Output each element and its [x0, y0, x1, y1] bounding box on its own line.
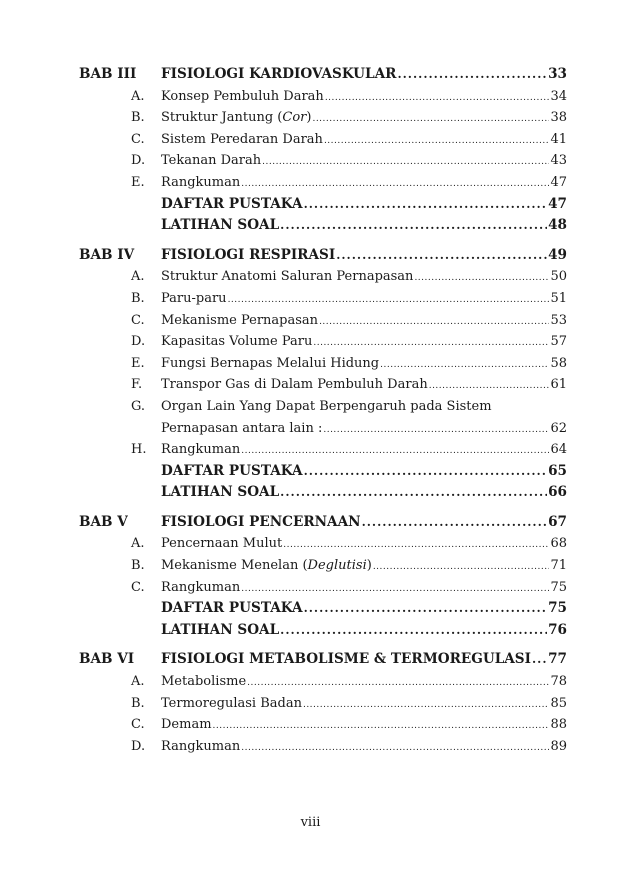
- toc-entry[interactable]: [79, 577, 567, 599]
- toc-daftar-pustaka[interactable]: [79, 194, 567, 216]
- entry-title: Transpor Gas di Dalam Pembuluh Darah: [161, 377, 428, 393]
- entry-title-pre: Struktur Jantung (: [161, 110, 283, 126]
- dot-leader: [213, 716, 550, 738]
- entry-title: Mekanisme Pernapasan: [161, 312, 319, 328]
- page-number: 71: [550, 558, 567, 574]
- chapter-title: FISIOLOGI METABOLISME & TERMOREGULASI: [161, 651, 531, 668]
- entry-title: Sistem Peredaran Darah: [161, 131, 323, 147]
- page-number: 47: [550, 174, 567, 190]
- dot-leader: [312, 109, 549, 131]
- dot-leader: [323, 420, 549, 442]
- toc-entry[interactable]: [79, 266, 567, 288]
- toc-entry-continuation[interactable]: [79, 418, 567, 440]
- entry-title: Paru-paru: [161, 290, 227, 306]
- entry-title: LATIHAN SOAL: [161, 621, 280, 638]
- entry-title: Rangkuman: [161, 738, 241, 754]
- chapter-number: BAB IV: [79, 246, 135, 263]
- dot-leader: [280, 482, 547, 504]
- entry-letter: B.: [131, 695, 145, 711]
- toc-entry[interactable]: [79, 150, 567, 172]
- dot-leader: [324, 131, 550, 153]
- entry-letter: C.: [131, 717, 145, 733]
- toc-chapter-heading[interactable]: [79, 245, 567, 267]
- chapter-bab-v: [79, 512, 567, 642]
- page-number: 47: [548, 195, 567, 212]
- entry-title: Demam: [161, 717, 212, 733]
- dot-leader: [241, 579, 549, 601]
- dot-leader: [313, 333, 549, 355]
- toc-latihan-soal[interactable]: [79, 215, 567, 237]
- dot-leader: [241, 738, 549, 760]
- entry-title: Metabolisme: [161, 674, 247, 690]
- entry-letter: B.: [131, 110, 145, 126]
- entry-title: LATIHAN SOAL: [161, 484, 280, 501]
- entry-title: Rangkuman: [161, 442, 241, 458]
- entry-letter: C.: [131, 312, 145, 328]
- chapter-bab-vi: [79, 649, 567, 757]
- dot-leader: [280, 215, 547, 237]
- toc-entry[interactable]: [79, 439, 567, 461]
- page-number: 65: [548, 462, 567, 479]
- page-number: 67: [548, 513, 567, 530]
- dot-leader: [532, 649, 547, 671]
- toc-entry[interactable]: [79, 374, 567, 396]
- chapter-title: FISIOLOGI KARDIOVASKULAR: [161, 66, 397, 82]
- chapter-number: BAB VI: [79, 651, 135, 668]
- entry-title: DAFTAR PUSTAKA: [161, 195, 303, 212]
- toc-entry-multiline[interactable]: [79, 396, 567, 418]
- entry-letter: F.: [131, 377, 143, 393]
- toc-entry[interactable]: [79, 714, 567, 736]
- dot-leader: [241, 441, 549, 463]
- page-number: 48: [548, 217, 567, 234]
- entry-letter: A.: [131, 674, 145, 690]
- entry-title: Tekanan Darah: [161, 153, 262, 169]
- dot-leader: [397, 64, 547, 86]
- page-number: 33: [548, 66, 567, 82]
- entry-title: Fungsi Bernapas Melalui Hidung: [161, 355, 380, 371]
- dot-leader: [373, 557, 550, 579]
- chapter-title: FISIOLOGI RESPIRASI: [161, 246, 336, 263]
- toc-entry[interactable]: [79, 533, 567, 555]
- page-number: 75: [550, 579, 567, 595]
- entry-title-post: ): [366, 558, 372, 574]
- dot-leader: [325, 88, 550, 110]
- page-number: 76: [548, 621, 567, 638]
- chapter-bab-iii: [79, 64, 567, 237]
- page-number: 53: [550, 312, 567, 328]
- page-number: 89: [550, 738, 567, 754]
- entry-letter: A.: [131, 88, 145, 104]
- toc-chapter-heading[interactable]: [79, 512, 567, 534]
- toc-entry[interactable]: [79, 671, 567, 693]
- page-number: 75: [548, 600, 567, 617]
- dot-leader: [304, 194, 548, 216]
- toc-entry[interactable]: [79, 693, 567, 715]
- toc-entry[interactable]: [79, 736, 567, 758]
- toc-entry[interactable]: [79, 555, 567, 577]
- page-number: 68: [550, 536, 567, 552]
- entry-title-continuation: Pernapasan antara lain :: [161, 420, 323, 436]
- entry-title: Organ Lain Yang Dapat Berpengaruh pada Sistem: [161, 398, 492, 414]
- dot-leader: [362, 512, 548, 534]
- entry-title-italic: Cor: [282, 110, 307, 126]
- entry-letter: H.: [131, 442, 147, 458]
- page-number: 85: [550, 695, 567, 711]
- page-number: 50: [550, 269, 567, 285]
- page-number: 43: [550, 153, 567, 169]
- toc-entry[interactable]: [79, 288, 567, 310]
- entry-letter: C.: [131, 131, 145, 147]
- page-number: 78: [550, 674, 567, 690]
- toc-entry[interactable]: [79, 129, 567, 151]
- page-number: 77: [548, 651, 567, 668]
- entry-title-pre: Mekanisme Menelan (: [161, 558, 308, 574]
- toc-entry[interactable]: [79, 331, 567, 353]
- entry-letter: E.: [131, 174, 145, 190]
- page-number: 38: [550, 110, 567, 126]
- page-footer-number: viii: [300, 815, 321, 830]
- dot-leader: [429, 376, 550, 398]
- dot-leader: [304, 461, 548, 483]
- dot-leader: [304, 598, 548, 620]
- dot-leader: [414, 268, 549, 290]
- entry-letter: E.: [131, 355, 145, 371]
- entry-letter: D.: [131, 153, 146, 169]
- entry-title: [161, 107, 311, 129]
- dot-leader: [280, 620, 547, 642]
- dot-leader: [262, 152, 549, 174]
- toc-latihan-soal[interactable]: [79, 482, 567, 504]
- toc-entry[interactable]: [79, 353, 567, 375]
- toc-entry[interactable]: [79, 107, 567, 129]
- entry-title: DAFTAR PUSTAKA: [161, 600, 303, 617]
- page-number: 51: [550, 290, 567, 306]
- dot-leader: [228, 290, 550, 312]
- entry-title: Rangkuman: [161, 174, 241, 190]
- entry-letter: A.: [131, 269, 145, 285]
- chapter-number: BAB V: [79, 513, 128, 530]
- entry-letter: C.: [131, 579, 145, 595]
- entry-title: Pencernaan Mulut: [161, 536, 283, 552]
- entry-letter: B.: [131, 558, 145, 574]
- page-number: 41: [550, 131, 567, 147]
- dot-leader: [380, 355, 549, 377]
- chapter-title: FISIOLOGI PENCERNAAN: [161, 513, 361, 530]
- dot-leader: [319, 312, 549, 334]
- page-number: 62: [550, 420, 567, 436]
- page-number: 58: [550, 355, 567, 371]
- entry-title: Struktur Anatomi Saluran Pernapasan: [161, 269, 414, 285]
- entry-title: DAFTAR PUSTAKA: [161, 462, 303, 479]
- entry-title: LATIHAN SOAL: [161, 217, 280, 234]
- toc-entry[interactable]: [79, 172, 567, 194]
- toc-entry[interactable]: [79, 310, 567, 332]
- page-number: 88: [550, 717, 567, 733]
- page-number: 61: [550, 377, 567, 393]
- dot-leader: [283, 535, 549, 557]
- entry-title: Termoregulasi Badan: [161, 695, 302, 711]
- entry-letter: B.: [131, 290, 145, 306]
- toc-latihan-soal[interactable]: [79, 620, 567, 642]
- entry-letter: D.: [131, 334, 146, 350]
- dot-leader: [247, 673, 549, 695]
- page-number: 64: [550, 442, 567, 458]
- dot-leader: [336, 245, 547, 267]
- toc-daftar-pustaka[interactable]: [79, 461, 567, 483]
- entry-letter: A.: [131, 536, 145, 552]
- table-of-contents: [79, 64, 567, 765]
- chapter-number: BAB III: [79, 66, 137, 82]
- dot-leader: [303, 695, 550, 717]
- page-number: 49: [548, 246, 567, 263]
- entry-letter: G.: [131, 398, 146, 414]
- page-number: 34: [550, 88, 567, 104]
- entry-title: Kapasitas Volume Paru: [161, 334, 313, 350]
- entry-title: [161, 555, 372, 577]
- entry-title-italic: Deglutisi: [307, 558, 367, 574]
- page-number: 57: [550, 334, 567, 350]
- toc-chapter-heading[interactable]: [79, 64, 567, 86]
- chapter-bab-iv: [79, 245, 567, 504]
- entry-letter: D.: [131, 738, 146, 754]
- dot-leader: [241, 174, 549, 196]
- toc-daftar-pustaka[interactable]: [79, 598, 567, 620]
- toc-entry[interactable]: [79, 86, 567, 108]
- entry-title: Rangkuman: [161, 579, 241, 595]
- toc-chapter-heading[interactable]: [79, 649, 567, 671]
- entry-title-post: ): [306, 110, 312, 126]
- page-number: 66: [548, 484, 567, 501]
- entry-title: Konsep Pembuluh Darah: [161, 88, 324, 104]
